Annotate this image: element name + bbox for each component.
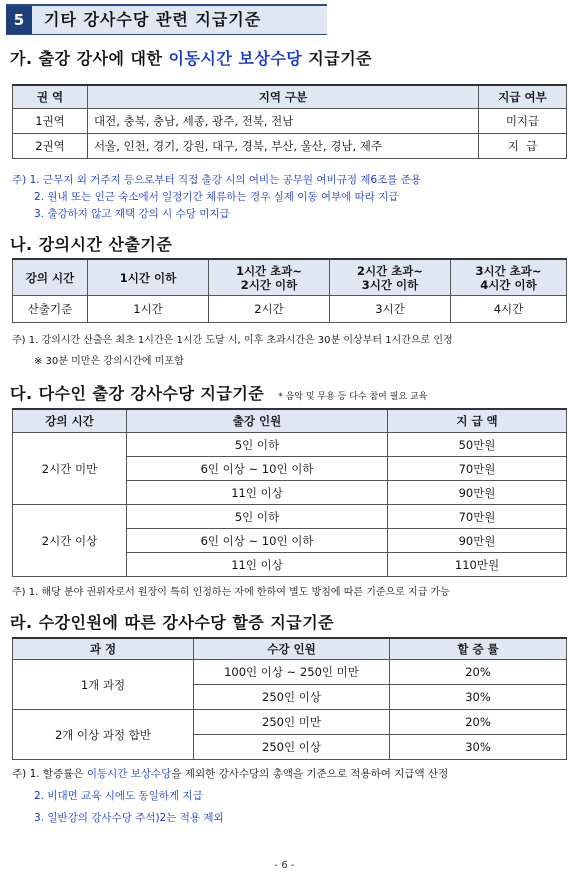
cell: 250인 미만 [194,710,390,735]
table-row [13,505,567,529]
cell: 1권역 [13,109,88,134]
s4-note-3: 3. 일반강의 강사수당 주석)2는 적용 제외 [34,812,224,824]
s1-note-2: 2. 원내 또는 인근 숙소에서 일정기간 체류하는 경우 실제 이동 여부에 따라 지급 [34,191,399,203]
cell: 지 급 [479,134,567,159]
s2-note-2: ※ 30분 미만은 강의시간에 미포함 [34,356,184,367]
region-table [12,84,567,159]
surcharge-table [12,637,567,760]
table-row [13,433,567,457]
th-pay: 지급 여부 [479,85,567,109]
cell: 11인 이상 [127,481,388,505]
cell: 30% [390,685,567,710]
cell: 2권역 [13,134,88,159]
th-area: 지역 구분 [88,85,479,109]
cell: 서울, 인천, 경기, 강원, 대구, 경북, 부산, 울산, 경남, 제주 [88,134,479,159]
cell: 1개 과정 [13,660,194,710]
cell: 11인 이상 [127,553,388,577]
s4-note-2: 2. 비대면 교육 시에도 동일하게 지급 [34,790,203,802]
s3-note-1: 주) 1. 해당 분야 권위자로서 원장이 특히 인정하는 자에 한하여 별도 방침에 따른 기준으로 지급 가능 [12,587,450,598]
cell: 산출기준 [13,296,88,323]
th: 1시간 이하 [88,259,209,296]
cell: 70만원 [388,505,567,529]
th: 지 급 액 [388,409,567,433]
cell: 250인 이상 [194,685,390,710]
cell: 50만원 [388,433,567,457]
cell: 30% [390,735,567,760]
table-row [13,109,567,134]
cell: 70만원 [388,457,567,481]
s1-note-3: 3. 출강하지 않고 재택 강의 시 수당 미지급 [34,208,230,220]
s2-title: 나. 강의시간 산출기준 [10,235,173,254]
table-row [13,660,567,685]
s2-note-1: 주) 1. 강의시간 산출은 최초 1시간은 1시간 도달 시, 이후 초과시간은 30분 이상부터 1시간으로 인정 [12,335,453,346]
s1-title: 가. 출강 강사에 대한 이동시간 보상수당 지급기준 [10,49,373,68]
cell: 110만원 [388,553,567,577]
cell: 2시간 미만 [13,433,127,505]
cell: 2시간 [209,296,330,323]
th: 2시간 초과~ 3시간 이하 [330,259,451,296]
multi-instructor-table [12,408,567,577]
th: 출강 인원 [127,409,388,433]
s3-subnote: * 음악 및 무용 등 다수 참여 필요 교육 [278,392,428,402]
th: 1시간 초과~ 2시간 이하 [209,259,330,296]
cell: 1시간 [88,296,209,323]
cell: 6인 이상 ~ 10인 이하 [127,457,388,481]
page-number: - 6 - [274,860,295,871]
cell: 2시간 이상 [13,505,127,577]
table-row [13,134,567,159]
s4-title: 라. 수강인원에 따른 강사수당 할증 지급기준 [10,613,335,632]
th: 강의 시간 [13,409,127,433]
cell: 5인 이하 [127,505,388,529]
section-number: 5 [6,6,32,34]
th: 강의 시간 [13,259,88,296]
th: 할 증 률 [390,638,567,660]
cell: 3시간 [330,296,451,323]
table-row [13,296,567,323]
th: 3시간 초과~ 4시간 이하 [451,259,567,296]
section-header [6,4,327,35]
cell: 4시간 [451,296,567,323]
cell: 20% [390,660,567,685]
cell: 대전, 충북, 충남, 세종, 광주, 전북, 전남 [88,109,479,134]
cell: 5인 이하 [127,433,388,457]
th-region: 권 역 [13,85,88,109]
table-row [13,710,567,735]
section-title: 기타 강사수당 관련 지급기준 [44,10,262,29]
cell: 20% [390,710,567,735]
cell: 90만원 [388,481,567,505]
cell: 90만원 [388,529,567,553]
lecture-time-table [12,258,567,323]
s4-note-1: 주) 1. 할증률은 이동시간 보상수당을 제외한 강사수당의 총액을 기준으로 적용하여 지급액 산정 [12,768,449,780]
cell: 미지급 [479,109,567,134]
th: 수강 인원 [194,638,390,660]
cell: 6인 이상 ~ 10인 이하 [127,529,388,553]
s1-note-1: 주) 1. 근무지 외 거주지 등으로부터 직접 출강 시의 여비는 공무원 여비규정 제6조를 준용 [12,174,422,186]
s3-title: 다. 다수인 출강 강사수당 지급기준 * 음악 및 무용 등 다수 참여 필요 교육 [10,384,428,403]
cell: 2개 이상 과정 합반 [13,710,194,760]
cell: 100인 이상 ~ 250인 미만 [194,660,390,685]
cell: 250인 이상 [194,735,390,760]
th: 과 정 [13,638,194,660]
